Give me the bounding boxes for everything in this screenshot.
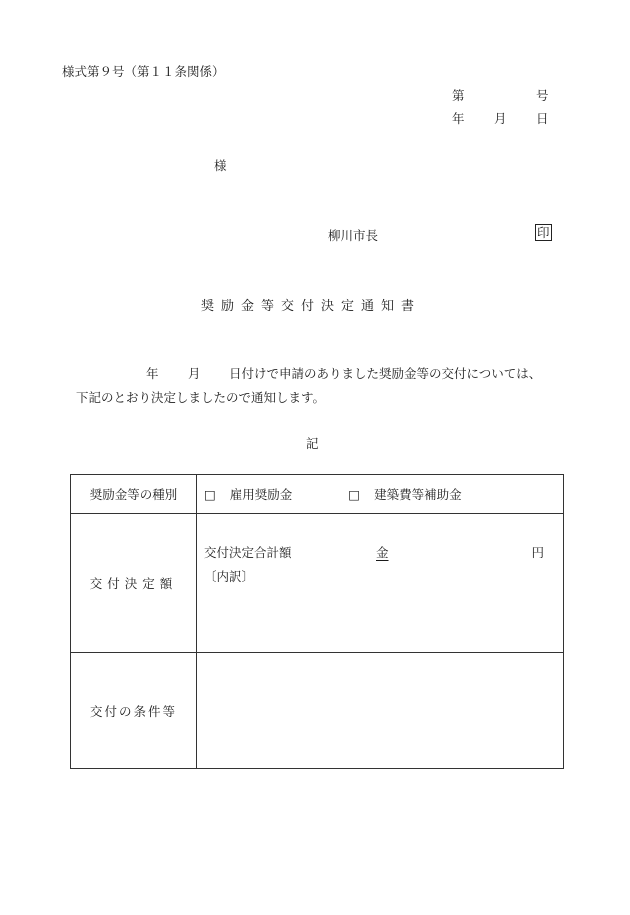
form-number: 様式第９号（第１１条関係） (62, 64, 225, 79)
decision-table (70, 474, 564, 769)
construction-subsidy-label: 建築費等補助金 (374, 487, 462, 502)
employment-incentive-label: 雇用奨励金 (229, 487, 293, 502)
conditions-label: 交付の条件等 (89, 703, 177, 719)
breakdown-label: 〔内訳〕 (204, 569, 255, 584)
conditions-content-cell[interactable] (197, 653, 564, 769)
date-month: 月 (494, 111, 507, 126)
conditions-row (71, 653, 564, 769)
body-year: 年 (146, 366, 159, 381)
amount-label-cell (71, 514, 197, 653)
conditions-label-cell (71, 653, 197, 769)
date-day: 日 (536, 111, 549, 126)
ki-heading: 記 (306, 436, 319, 451)
type-row (71, 475, 564, 514)
amount-label: 交付決定額 (89, 576, 178, 591)
total-amount-row (204, 543, 563, 563)
amount-row (71, 514, 564, 653)
date-year: 年 (452, 111, 465, 126)
body-line1: 日付けで申請のありました奨励金等の交付については、 (229, 366, 542, 381)
total-amount-label: 交付決定合計額 (204, 545, 292, 560)
amount-content-cell (197, 514, 564, 653)
amount-suffix: 円 (531, 545, 544, 560)
seal-mark: 印 (537, 225, 550, 240)
document-number-suffix: 号 (536, 88, 549, 103)
type-options-cell (197, 475, 564, 514)
document-title: 奨励金等交付決定通知書 (201, 299, 422, 314)
type-label: 奨励金等の種別 (89, 487, 178, 502)
amount-prefix: 金 (376, 545, 389, 560)
issuer-name: 柳川市長 (328, 228, 379, 243)
amount-field[interactable] (376, 543, 544, 561)
body-line2: 下記のとおり決定しましたので通知します。 (76, 390, 326, 405)
employment-checkbox[interactable]: □ (204, 487, 216, 502)
document-number-prefix: 第 (452, 88, 465, 103)
body-month: 月 (188, 366, 201, 381)
construction-checkbox[interactable]: □ (348, 487, 361, 502)
type-label-cell (71, 475, 197, 514)
addressee-suffix: 様 (214, 158, 227, 173)
